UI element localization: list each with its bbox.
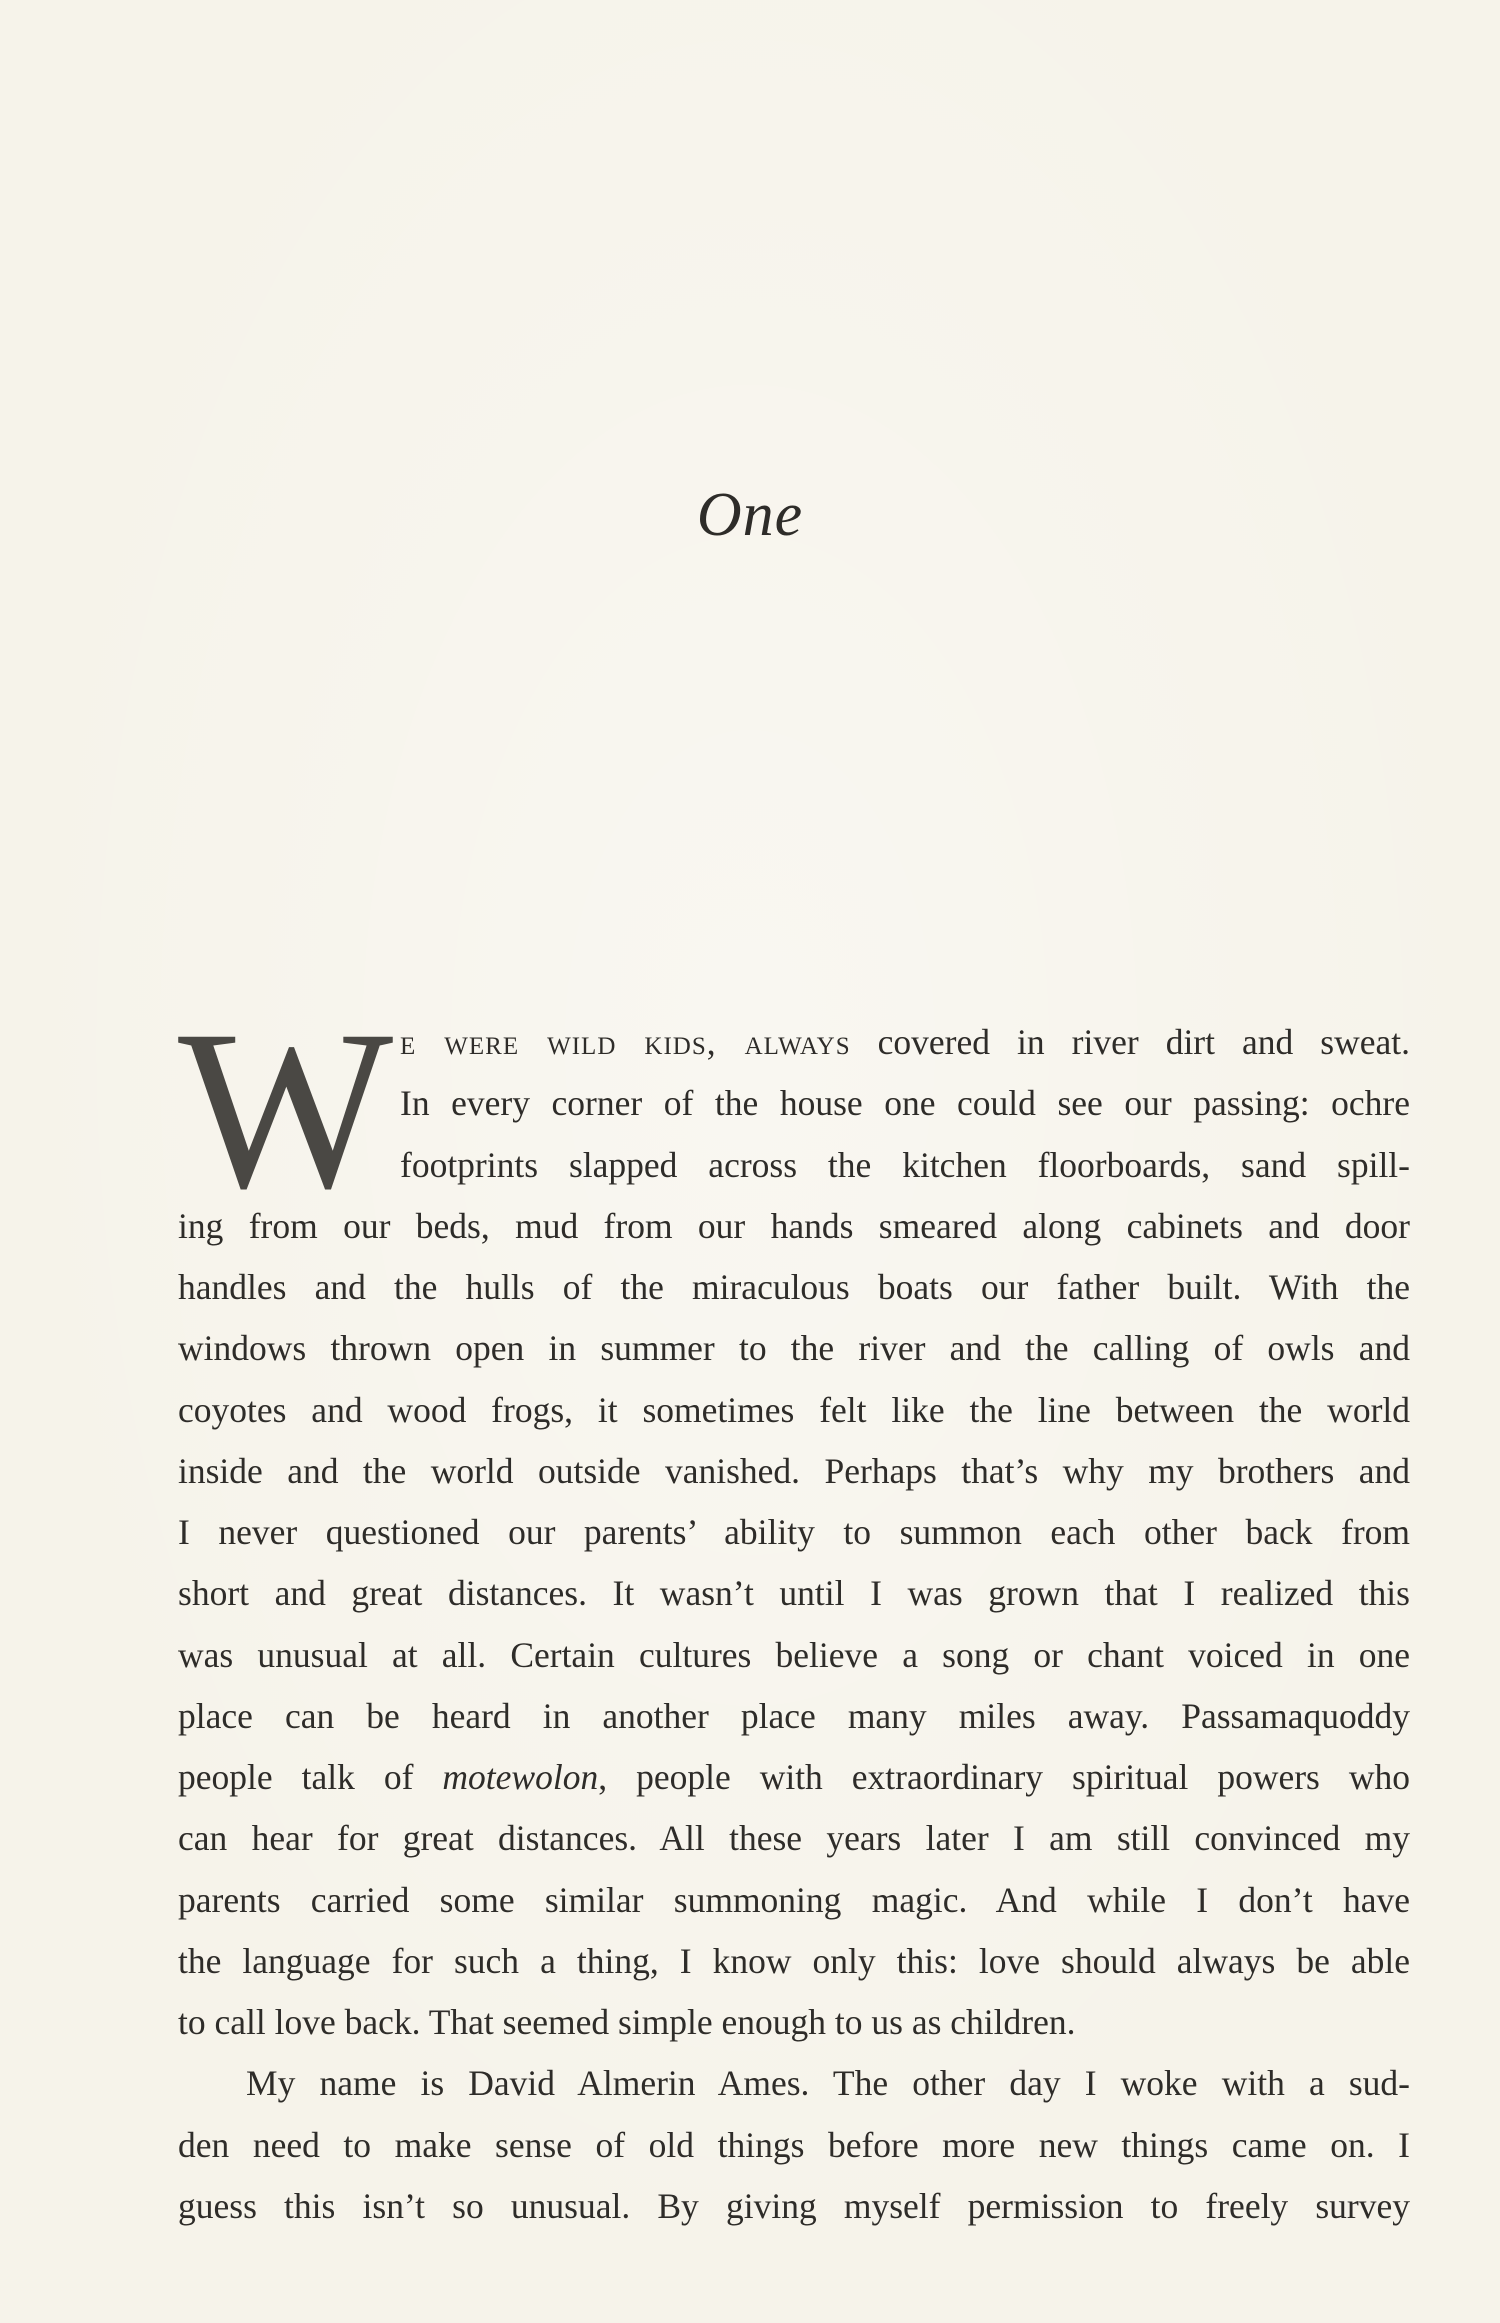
- text-line: coyotes and wood frogs, it sometimes felt like the line between the world: [178, 1389, 1410, 1430]
- text-line: In every corner of the house one could see our passing: ochre: [400, 1083, 1410, 1124]
- text-line: I never questioned our parents’ ability to summon each other back from: [178, 1512, 1410, 1552]
- drop-cap-letter: W: [178, 984, 394, 1236]
- text-line: inside and the world outside vanished. Perhaps that’s why my brothers and: [178, 1450, 1410, 1491]
- text-line: short and great distances. It wasn’t until I was grown that I realized this: [178, 1573, 1410, 1614]
- text-line: guess this isn’t so unusual. By giving myself permission to freely survey: [178, 2185, 1410, 2226]
- text-line: handles and the hulls of the miraculous boats our father built. With the: [178, 1267, 1410, 1307]
- text-line: e were wild kids, always covered in river dirt and sweat.: [400, 1022, 1410, 1062]
- chapter-body: [178, 984, 1410, 2237]
- text-line: parents carried some similar summoning magic. And while I don’t have: [178, 1879, 1410, 1920]
- text-line: to call love back. That seemed simple enough to us as children.: [178, 2002, 1076, 2042]
- opening-small-caps: e were wild kids, always: [400, 1022, 851, 1062]
- text-line: My name is David Almerin Ames. The other day I woke with a sud-: [246, 2063, 1410, 2104]
- italic-term: motewolon: [442, 1757, 599, 1797]
- text-line: windows thrown open in summer to the river and the calling of owls and: [178, 1328, 1410, 1369]
- text-line: ing from our beds, mud from our hands smeared along cabinets and door: [178, 1205, 1410, 1246]
- text-line: can hear for great distances. All these years later I am still convinced my: [178, 1818, 1410, 1859]
- text-line: was unusual at all. Certain cultures believe a song or chant voiced in one: [178, 1634, 1410, 1675]
- text-line: footprints slapped across the kitchen floorboards, sand spill-: [400, 1144, 1410, 1185]
- text-line: place can be heard in another place many miles away. Passamaquoddy: [178, 1695, 1410, 1736]
- text-line: the language for such a thing, I know only this: love should always be able: [178, 1940, 1410, 1981]
- text-line: den need to make sense of old things before more new things came on. I: [178, 2124, 1410, 2165]
- chapter-title: One: [696, 481, 804, 549]
- text-line: people talk of motewolon, people with extraordinary spiritual powers who: [178, 1757, 1410, 1797]
